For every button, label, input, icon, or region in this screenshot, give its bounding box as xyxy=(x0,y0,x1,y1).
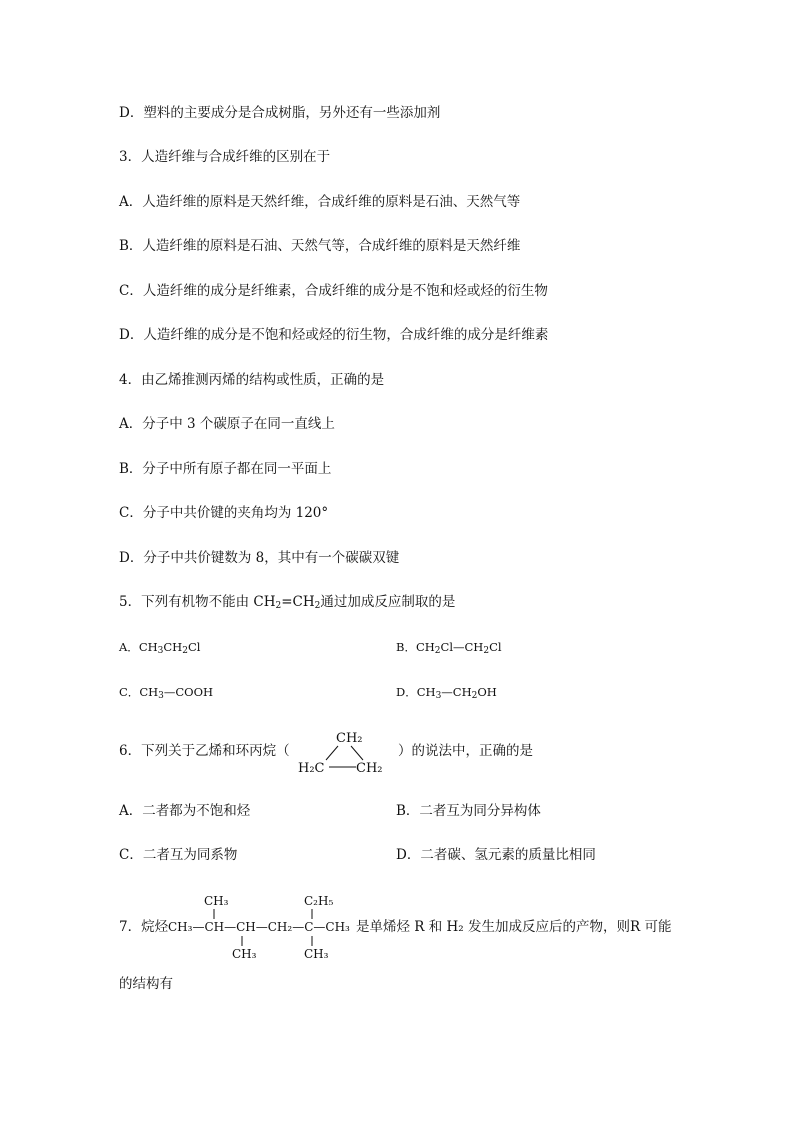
q4-option-a: A．分子中 3 个碳原子在同一直线上 xyxy=(119,416,335,432)
cyclopropane-left-label: H₂C xyxy=(298,761,325,776)
q6-option-d: D．二者碳、氢元素的质量比相同 xyxy=(396,847,596,863)
q3-stem: 3．人造纤维与合成纤维的区别在于 xyxy=(119,149,331,165)
q7-stem-cont: 的结构有 xyxy=(119,976,173,992)
q6-option-a: A．二者都为不饱和烃 xyxy=(119,803,251,819)
q5-stem: 5．下列有机物不能由 $CH_2=CH_2$通过加成反应制取的是 xyxy=(119,594,456,611)
q7-stem-pre: 7．烷烃 xyxy=(119,919,169,935)
cyclopropane-top-label: CH₂ xyxy=(336,731,363,746)
cyclopropane-right-label: CH₂ xyxy=(356,761,383,776)
q6-option-b: B．二者互为同分异构体 xyxy=(396,803,541,819)
main-chain: CH₃—CH—CH—CH₂—C—CH₃ xyxy=(168,920,350,934)
q4-option-c: C．分子中共价键的夹角均为 120° xyxy=(119,505,329,521)
cyclopropane-structure xyxy=(296,726,390,778)
branch-up-2: C₂H₅ xyxy=(304,894,334,908)
bond-left xyxy=(326,746,338,760)
branch-up-1: CH₃ xyxy=(204,894,229,908)
q2-option-d: D．塑料的主要成分是合成树脂，另外还有一些添加剂 xyxy=(119,105,441,121)
q5-option-a: A．$CH_3CH_2Cl$ xyxy=(119,640,201,656)
q3-option-c: C．人造纤维的成分是纤维素，合成纤维的成分是不饱和烃或烃的衍生物 xyxy=(119,283,548,299)
q5-option-b: B．$CH_2Cl—CH_2Cl$ xyxy=(396,640,502,656)
q7-stem-post: 是单烯烃 R 和 H₂ 发生加成反应后的产物，则R 可能 xyxy=(356,919,672,935)
q5-option-c: C．$CH_3—COOH$ xyxy=(119,685,214,701)
q3-option-b: B．人造纤维的原料是石油、天然气等，合成纤维的原料是天然纤维 xyxy=(119,238,521,254)
q6-stem-post: ）的说法中，正确的是 xyxy=(398,743,533,759)
q4-stem: 4．由乙烯推测丙烯的结构或性质，正确的是 xyxy=(119,372,385,388)
q3-option-d: D．人造纤维的成分是不饱和烃或烃的衍生物，合成纤维的成分是纤维素 xyxy=(119,327,549,343)
q4-option-d: D．分子中共价键数为 8，其中有一个碳碳双键 xyxy=(119,550,400,566)
q4-option-b: B．分子中所有原子都在同一平面上 xyxy=(119,461,332,477)
branch-down-1: CH₃ xyxy=(232,947,257,961)
q6-stem-pre: 6．下列关于乙烯和环丙烷（ xyxy=(119,743,290,759)
q3-option-a: A．人造纤维的原料是天然纤维，合成纤维的原料是石油、天然气等 xyxy=(119,194,521,210)
q6-option-c: C．二者互为同系物 xyxy=(119,847,238,863)
q5-option-d: D．$CH_3—CH_2OH$ xyxy=(396,685,497,701)
alkane-structure xyxy=(166,890,356,964)
branch-down-2: CH₃ xyxy=(304,947,329,961)
bond-right xyxy=(351,746,363,760)
